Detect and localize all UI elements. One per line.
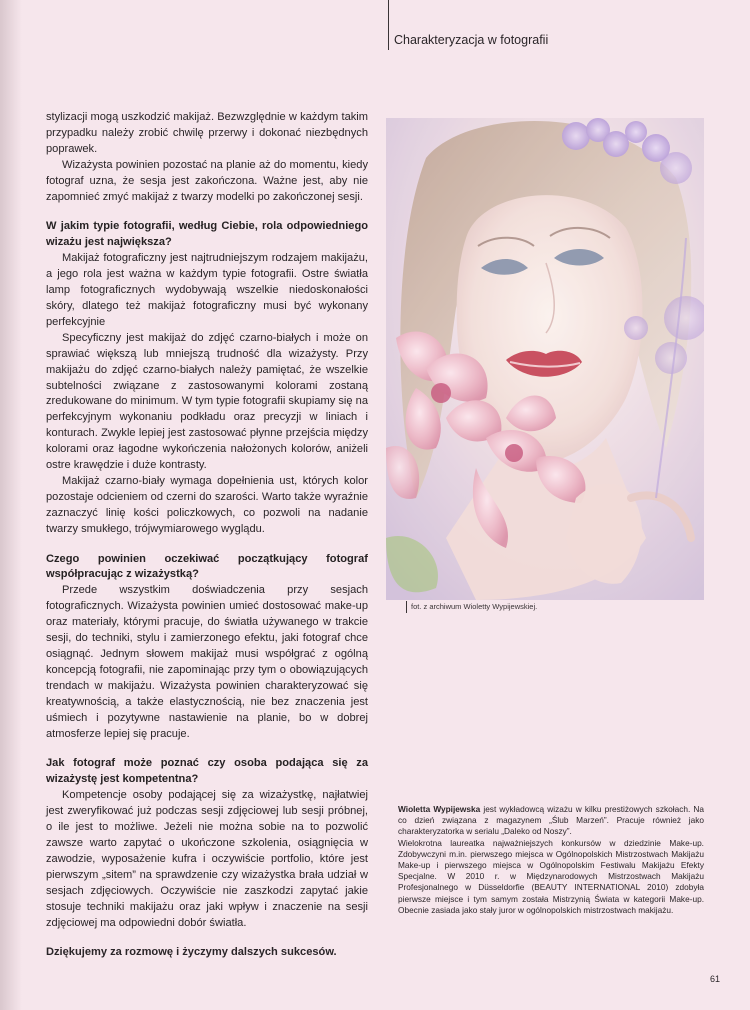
article-paragraph: stylizacji mogą uszkodzić makijaż. Bezwzględnie w każdym takim przypadku należy zrobić chwilę przerwy i dokonać niezbędnych poprawek. [46, 111, 368, 155]
bio-achievements: Wielokrotna laureatka najważniejszych konkursów w dziedzinie Make-up. Zdobywczyni m.in. pierwszego miejsca w Ogólnopolskich Mistrzostwach Makijażu Make-up i pierwszego miejsca w Ogólnopolskim Festiwalu Makijażu Efekty Specjalne. W 2010 r. w Międzynarodowych Mistrzostwach Makijażu Profesjonalnego w Düsseldorfie (BEAUTY INTERNATIONAL 2010) zdobyła pierwsze miejsce i tym samym została Mistrzynią Świata w kategorii Make-up. Obecnie zasiada jako stały juror w ogólnopolskich mistrzostwach makijażu. [398, 837, 704, 915]
portrait-illustration [386, 118, 704, 600]
page-gutter-shadow [0, 0, 22, 1010]
bio-name: Wioletta Wypijewska [398, 804, 481, 814]
article-paragraph: Wizażysta powinien pozostać na planie aż do momentu, kiedy fotograf uzna, że sesja jest zakończona. Ważne jest, aby nie zapomnieć zmyć makijaż z twarzy modelki po zakończonej sesji. [46, 158, 368, 203]
running-header: Charakteryzacja w fotografii [394, 33, 549, 47]
portrait-photo [386, 118, 704, 600]
article-paragraph: Makijaż fotograficzny jest najtrudniejszym rodzajem makijażu, a jego rola jest ważna w każdym typie fotografii. Ostre światła lamp fotograficznych wydobywają wszelkie niedoskonałości skóry, dlatego też makijaż fotograficzny musi być wykonany perfekcyjnie [46, 252, 368, 328]
header-divider [388, 0, 389, 50]
interview-question: W jakim typie fotografii, według Ciebie, rola odpowiedniego wizażu jest największa? [46, 220, 368, 249]
photo-caption: fot. z archiwum Wioletty Wypijewskiej. [406, 601, 537, 613]
bio-text-1: jest wykładowcą wizażu w kilku prestiżowych szkołach. Na co dzień związana z magazynem „Ślub Marzeń”. Pracuje również jako charakteryzatorka w serialu „Daleko od Noszy”. [398, 804, 704, 837]
author-bio [398, 804, 704, 916]
article-paragraph: Makijaż czarno-biały wymaga dopełnienia ust, których kolor pozostaje odcieniem od czerni do szarości. Warto także wyraźnie zaznaczyć linię kości policzkowych, co pozwoli na nadanie twarzy smukłego, trójwymiarowego wyglądu. [46, 474, 368, 535]
article-paragraph: Kompetencje osoby podającej się za wizażystkę, najłatwiej jest zweryfikować już podczas sesji zdjęciowej lub sesji próbnej, o ile jest to możliwe. Jeżeli nie można sobie na to pozwolić zawsze warto zapytać o ukończone szkolenia, osiągnięcia w zawodzie, wyposażenie kufra i oczywiście portfolio, które jest pierwszym „sitem” na sprawdzenie czy wizażystka brała udział w sesjach zdjęciowych. Oczywiście nie zaszkodzi zapytać jakie stosuje techniki makijażu oraz jaki wpływ i znaczenie na sesji zdjęciowej ma odpowiedni dobór światła. [46, 789, 368, 929]
interview-question: Jak fotograf może poznać czy osoba podająca się za wizażystę jest kompetentna? [46, 757, 368, 786]
bio-intro [398, 804, 704, 838]
interview-question: Czego powinien oczekiwać początkujący fotograf współpracując z wizażystką? [46, 552, 368, 581]
article-paragraph: Przede wszystkim doświadczenia przy sesjach fotograficznych. Wizażysta powinien umieć dostosować make-up oraz materiały, którymi pracuje, do światła używanego w trakcie sesji, do techniki, stylu i zamierzonego efektu, jaki fotograf chce osiągnąć. Jednym słowem makijaż musi współgrać z ogólną koncepcją fotografii, nie zapominając przy tym o obowiązujących trendach w makijażu. Wizażysta powinien charakteryzować się kreatywnością, a także elastycznością, nie bez znaczenia jest uśmiech i pozytywne nastawienie na planie, bo w dobrej atmosferze lepiej się pracuje. [46, 584, 368, 740]
page-number: 61 [710, 974, 721, 984]
closing-line: Dziękujemy za rozmowę i życzymy dalszych sukcesów. [46, 946, 337, 959]
article-body [46, 110, 368, 961]
article-paragraph: Specyficzny jest makijaż do zdjęć czarno-białych i może on sprawiać większą lub mniejszą trudność dla wizażysty. Przy makijażu do zdjęć czarno-białych należy pamiętać, że wszelkie subtelności związane z zastosowanymi kolorami zostaną zredukowane do minimum. W tym typie fotografii skupiamy się na perfekcyjnym wykonaniu podkładu oraz precyzji w liniach i konturach. Zwykle lepiej jest zastosować płynne przejścia między kolorami oraz łagodne wykończenia nałożonych kolorów, aniżeli ostre krawędzie i duże kontrasty. [46, 331, 368, 472]
